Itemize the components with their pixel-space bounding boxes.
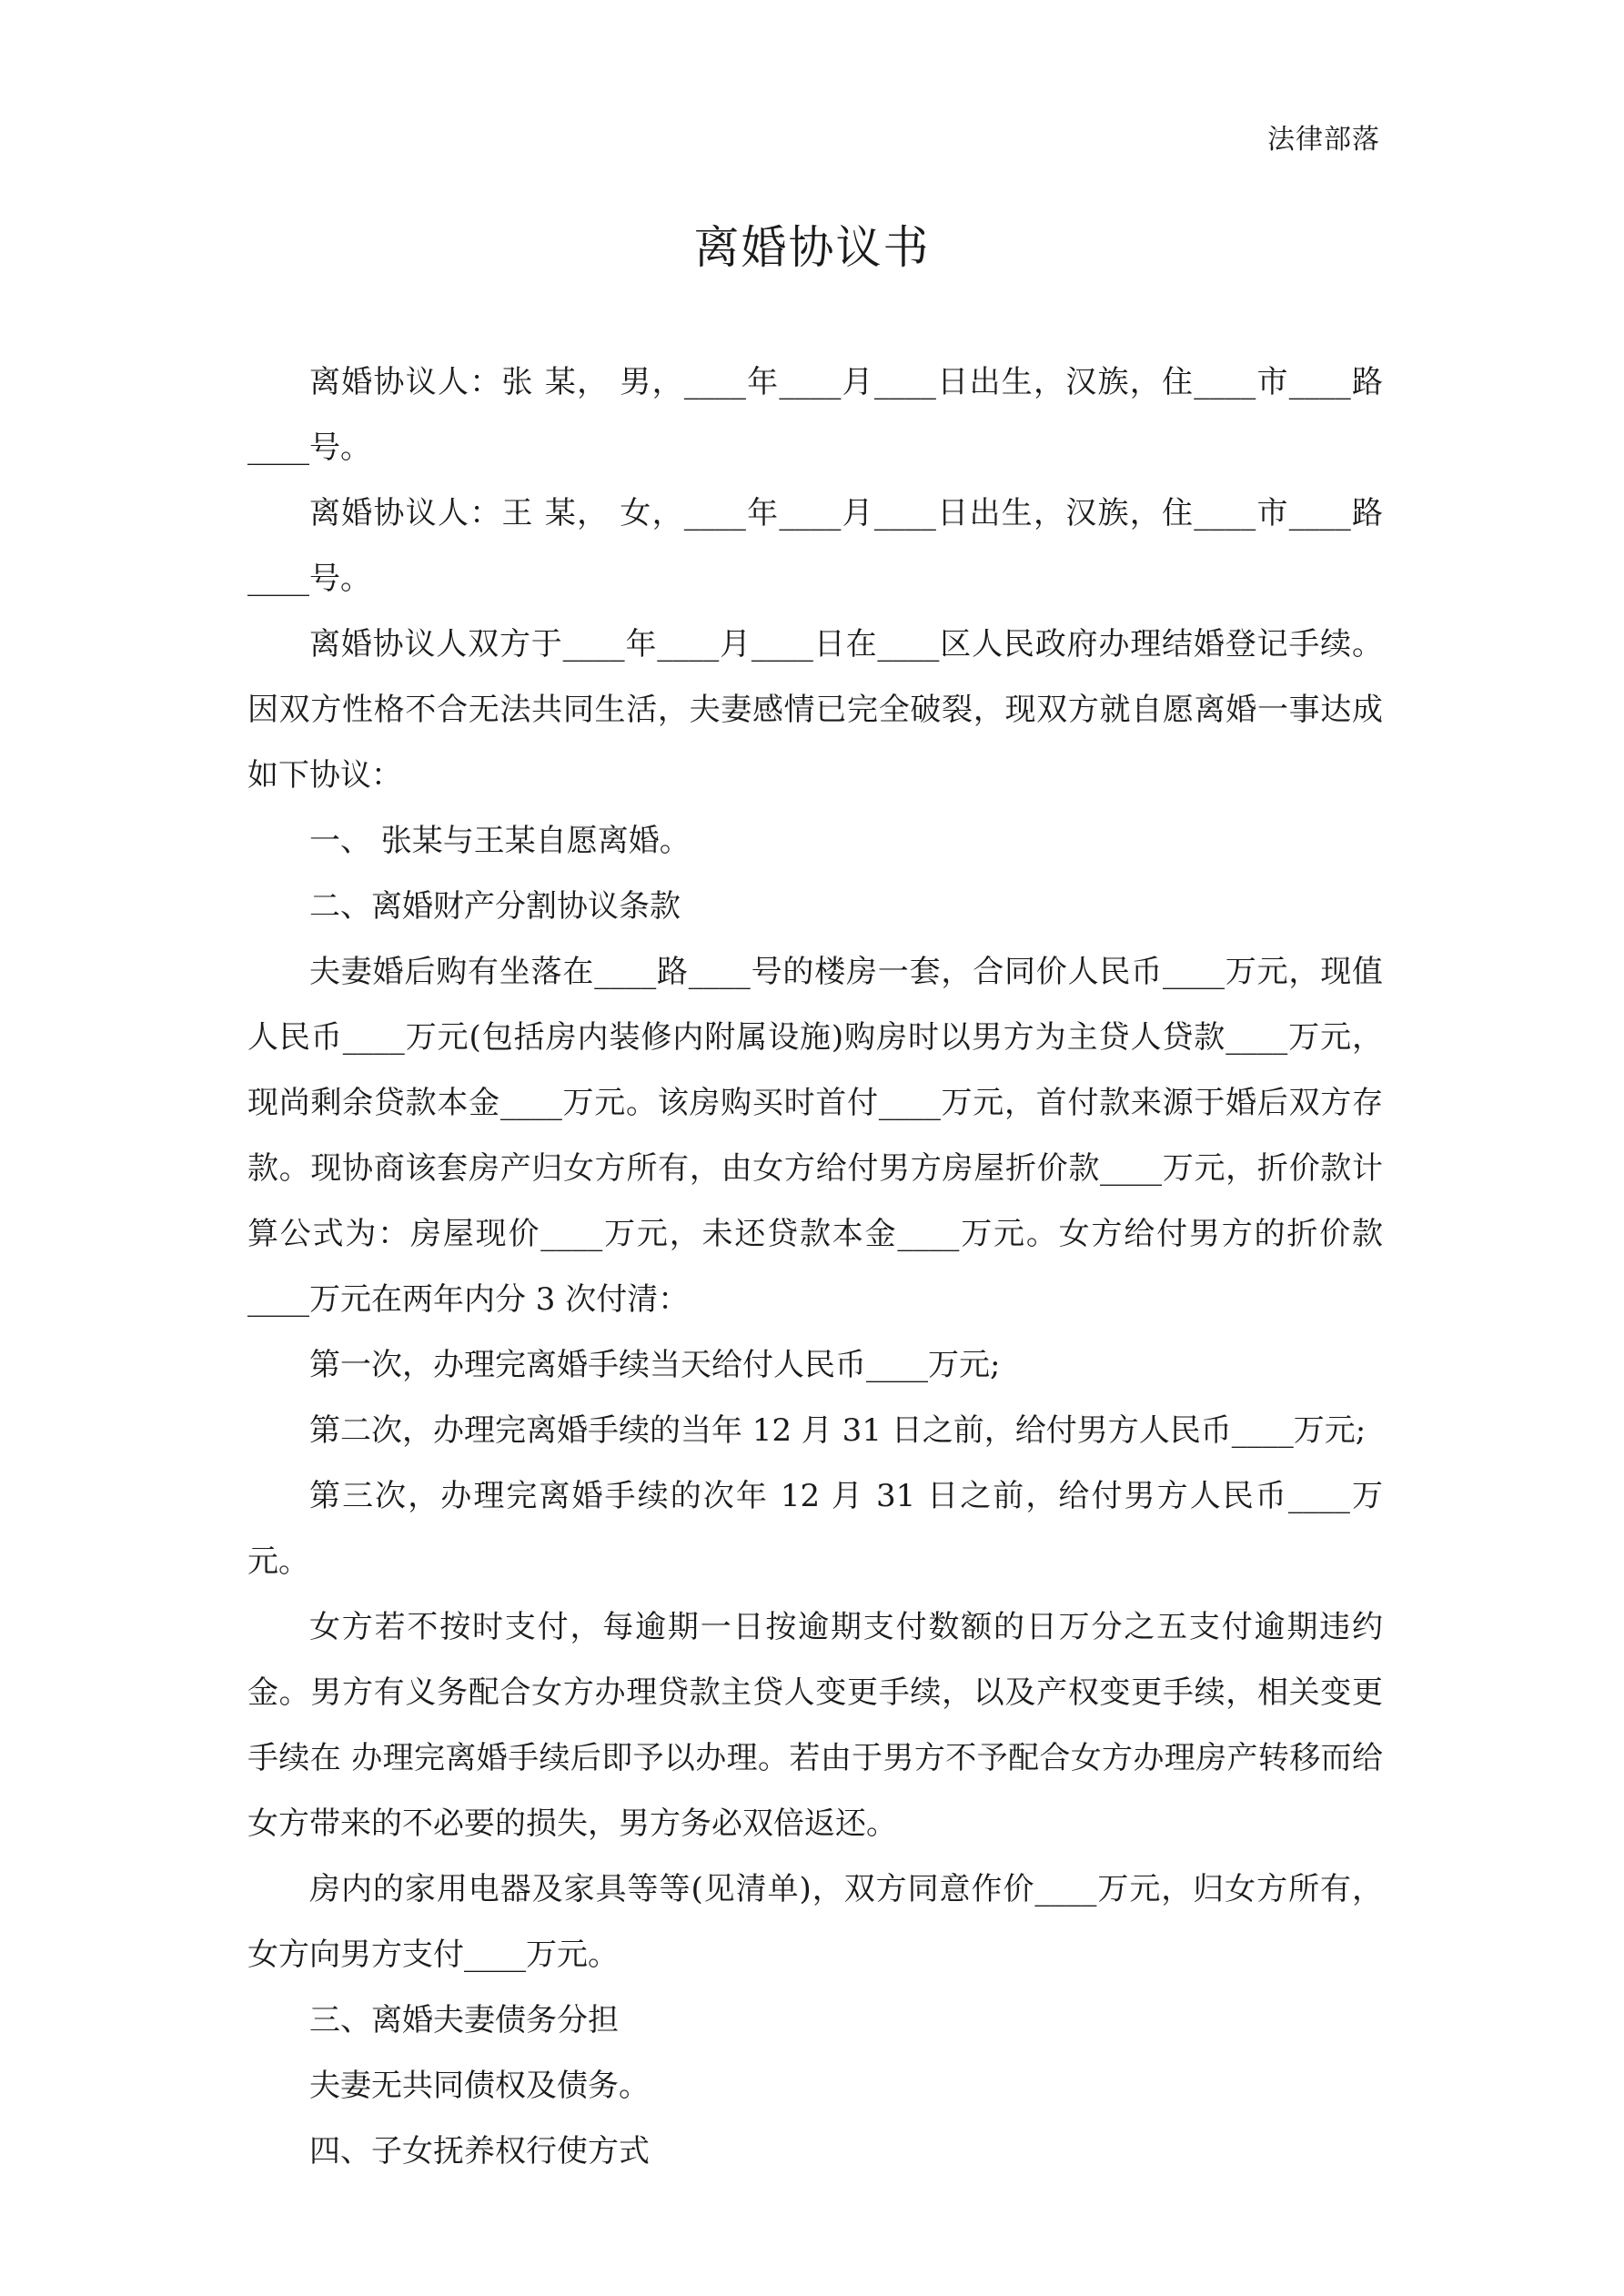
clause-2-heading: 二、离婚财产分割协议条款 <box>309 888 681 925</box>
appliances-paragraph: 房内的家用电器及家具等等(见清单)，双方同意作价____万元，归女方所有，女方向男方支付____万元。 <box>247 1871 1383 1973</box>
penalty-paragraph: 女方若不按时支付，每逾期一日按逾期支付数额的日万分之五支付逾期违约金。男方有义务配合女方办理贷款主贷人变更手续，以及产权变更手续，相关变更手续在 办理完离婚手续后即予以办理。若由于男方不予配合女方办理房产转移而给女方带来的不必要的损失，男方务必双倍返还。 <box>247 1609 1383 1842</box>
clause-3-heading: 三、离婚夫妻债务分担 <box>309 2002 619 2038</box>
marriage-registration-paragraph: 离婚协议人双方于____年____月____日在____区人民政府办理结婚登记手续。因双方性格不合无法共同生活，夫妻感情已完全破裂，现双方就自愿离婚一事达成如下协议： <box>247 626 1383 794</box>
clause-1-heading: 一、 张某与王某自愿离婚。 <box>309 823 691 859</box>
party-1-paragraph: 离婚协议人：张 某， 男，____年____月____日出生，汉族，住____市____路____号。 <box>247 364 1383 466</box>
document-body <box>247 349 1383 2184</box>
debt-paragraph: 夫妻无共同债权及债务。 <box>309 2068 650 2104</box>
payment-2-paragraph: 第二次，办理完离婚手续的当年 12 月 31 日之前，给付男方人民币____万元; <box>309 1412 1367 1449</box>
party-2-paragraph: 离婚协议人：王 某， 女，____年____月____日出生，汉族，住____市____路____号。 <box>247 495 1383 597</box>
payment-1-paragraph: 第一次，办理完离婚手续当天给付人民币____万元; <box>309 1347 1001 1383</box>
clause-4-heading: 四、子女抚养权行使方式 <box>309 2133 650 2170</box>
property-paragraph: 夫妻婚后购有坐落在____路____号的楼房一套，合同价人民币____万元，现值人民币____万元(包括房内装修内附属设施)购房时以男方为主贷人贷款____万元，现尚剩余贷款本金____万元。该房购买时首付____万元，首付款来源于婚后双方存款。现协商该套房产归女方所有，由女方给付男方房屋折价款____万元，折价款计算公式为：房屋现价____万元，未还贷款本金____万元。女方给付男方的折价款____万元在两年内分 3 次付清： <box>247 954 1383 1318</box>
header-brand: 法律部落 <box>1267 124 1380 156</box>
document-title: 离婚协议书 <box>693 221 931 274</box>
payment-3-paragraph: 第三次，办理完离婚手续的次年 12 月 31 日之前，给付男方人民币____万元。 <box>247 1478 1383 1580</box>
